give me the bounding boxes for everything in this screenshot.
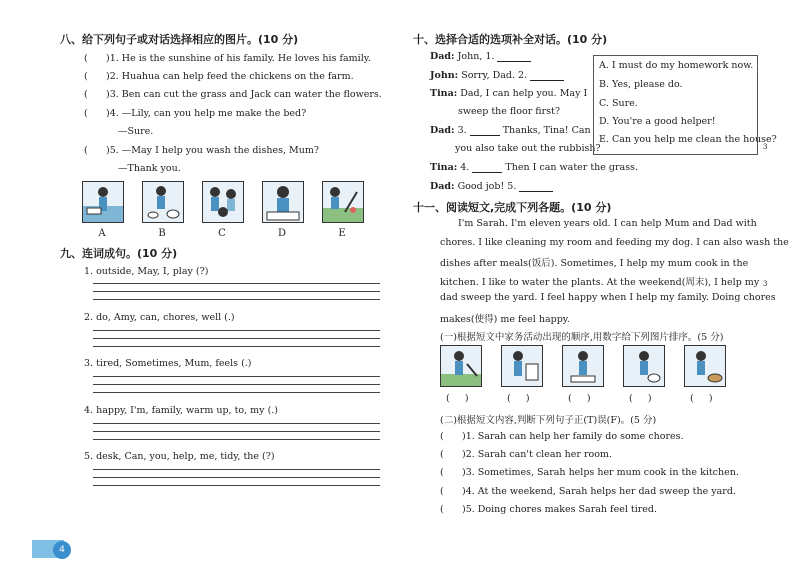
picture-c bbox=[202, 181, 244, 223]
section-10-title: 十、选择合适的选项补全对话。(10 分) bbox=[413, 33, 608, 46]
order-picture-2 bbox=[501, 345, 543, 387]
order-slot-5[interactable]: ( ) bbox=[690, 393, 713, 404]
dialog-line-3: Tina: Dad, I can help you. May I bbox=[430, 88, 588, 99]
passage-line-3: dishes after meals(饭后). Sometimes, I help my mum cook in the bbox=[440, 258, 749, 269]
writing-line[interactable] bbox=[93, 469, 380, 470]
dialog-line-3b: sweep the floor first? bbox=[458, 106, 560, 117]
order-picture-1 bbox=[440, 345, 482, 387]
writing-line[interactable] bbox=[93, 485, 380, 486]
passage-line-2: chores. I like cleaning my room and feeding my dog. I can also wash the bbox=[440, 237, 789, 248]
order-slot-4[interactable]: ( ) bbox=[629, 393, 652, 404]
writing-line[interactable] bbox=[93, 477, 380, 478]
passage-line-6: makes(使得) me feel happy. bbox=[440, 314, 570, 325]
writing-line[interactable] bbox=[93, 291, 380, 292]
option-c: C. Sure. bbox=[599, 98, 638, 109]
picture-label-e: E bbox=[338, 228, 346, 239]
writing-line[interactable] bbox=[93, 346, 380, 347]
s9-item-3: 3. tired, Sometimes, Mum, feels (.) bbox=[84, 358, 252, 369]
picture-label-d: D bbox=[277, 228, 287, 239]
order-slot-2[interactable]: ( ) bbox=[507, 393, 530, 404]
writing-line[interactable] bbox=[93, 384, 380, 385]
picture-label-b: B bbox=[158, 228, 166, 239]
option-e: E. Can you help me clean the house? bbox=[599, 134, 777, 145]
order-picture-4 bbox=[623, 345, 665, 387]
order-picture-3 bbox=[562, 345, 604, 387]
s8-item-4: ( )4. —Lily, can you help me make the bed? bbox=[84, 108, 307, 119]
s9-item-2: 2. do, Amy, can, chores, well (.) bbox=[84, 312, 235, 323]
option-b: B. Yes, please do. bbox=[599, 79, 683, 90]
writing-line[interactable] bbox=[93, 338, 380, 339]
s8-reply-5: —Thank you. bbox=[118, 163, 181, 174]
writing-line[interactable] bbox=[93, 376, 380, 377]
dialog-line-2: John: Sorry, Dad. 2. bbox=[430, 70, 564, 81]
dialog-line-4: Dad: 3. Thanks, Tina! Can bbox=[430, 125, 591, 136]
part-2-title: (二)根据短文内容,判断下列句子正(T)误(F)。(5 分) bbox=[440, 415, 657, 426]
picture-label-a: A bbox=[98, 228, 106, 239]
s9-item-5: 5. desk, Can, you, help, me, tidy, the (?) bbox=[84, 451, 275, 462]
writing-line[interactable] bbox=[93, 431, 380, 432]
dialog-line-5: Tina: 4. Then I can water the grass. bbox=[430, 162, 638, 173]
option-d: D. You're a good helper! bbox=[599, 116, 716, 127]
dialog-line-4b: you also take out the rubbish? bbox=[455, 143, 601, 154]
section-8-title: 八、给下列句子或对话选择相应的图片。(10 分) bbox=[60, 33, 299, 46]
writing-line[interactable] bbox=[93, 423, 380, 424]
writing-line[interactable] bbox=[93, 283, 380, 284]
picture-label-c: C bbox=[218, 228, 226, 239]
order-slot-3[interactable]: ( ) bbox=[568, 393, 591, 404]
order-picture-5 bbox=[684, 345, 726, 387]
dialog-line-1: Dad: John, 1. bbox=[430, 51, 531, 62]
s8-item-5: ( )5. —May I help you wash the dishes, Mum? bbox=[84, 145, 319, 156]
tf-item-4: ( )4. At the weekend, Sarah helps her dad sweep the yard. bbox=[440, 486, 736, 497]
writing-line[interactable] bbox=[93, 330, 380, 331]
margin-mark: 3 bbox=[763, 143, 768, 151]
writing-line[interactable] bbox=[93, 392, 380, 393]
passage-line-5: dad sweep the yard. I feel happy when I help my family. Doing chores bbox=[440, 292, 776, 303]
picture-b bbox=[142, 181, 184, 223]
tf-item-3: ( )3. Sometimes, Sarah helps her mum cook in the kitchen. bbox=[440, 467, 739, 478]
option-a: A. I must do my homework now. bbox=[599, 60, 754, 71]
s9-item-4: 4. happy, I'm, family, warm up, to, my (.) bbox=[84, 405, 279, 416]
passage-line-4: kitchen. I like to water the plants. At the weekend(周末), I help my bbox=[440, 277, 760, 288]
s8-item-3: ( )3. Ben can cut the grass and Jack can water the flowers. bbox=[84, 89, 382, 100]
page-number: 4 bbox=[53, 541, 71, 559]
tf-item-2: ( )2. Sarah can't clean her room. bbox=[440, 449, 612, 460]
s8-item-1: ( )1. He is the sunshine of his family. He loves his family. bbox=[84, 53, 371, 64]
picture-d bbox=[262, 181, 304, 223]
s8-item-2: ( )2. Huahua can help feed the chickens on the farm. bbox=[84, 71, 354, 82]
picture-e bbox=[322, 181, 364, 223]
order-slot-1[interactable]: ( ) bbox=[446, 393, 469, 404]
tf-item-5: ( )5. Doing chores makes Sarah feel tired. bbox=[440, 504, 658, 515]
margin-mark: 3 bbox=[763, 280, 768, 288]
s9-item-1: 1. outside, May, I, play (?) bbox=[84, 266, 209, 277]
s8-reply-4: —Sure. bbox=[118, 126, 154, 137]
passage-line-1: I'm Sarah. I'm eleven years old. I can help Mum and Dad with bbox=[458, 218, 757, 229]
part-1-title: (一)根据短文中家务活动出现的顺序,用数字给下列图片排序。(5 分) bbox=[440, 332, 724, 343]
dialog-line-6: Dad: Good job! 5. bbox=[430, 181, 553, 192]
options-box bbox=[593, 55, 777, 155]
writing-line[interactable] bbox=[93, 299, 380, 300]
writing-line[interactable] bbox=[93, 439, 380, 440]
section-11-title: 十一、阅读短文,完成下列各题。(10 分) bbox=[413, 201, 612, 214]
tf-item-1: ( )1. Sarah can help her family do some chores. bbox=[440, 431, 684, 442]
section-9-title: 九、连词成句。(10 分) bbox=[60, 247, 178, 260]
picture-a bbox=[82, 181, 124, 223]
